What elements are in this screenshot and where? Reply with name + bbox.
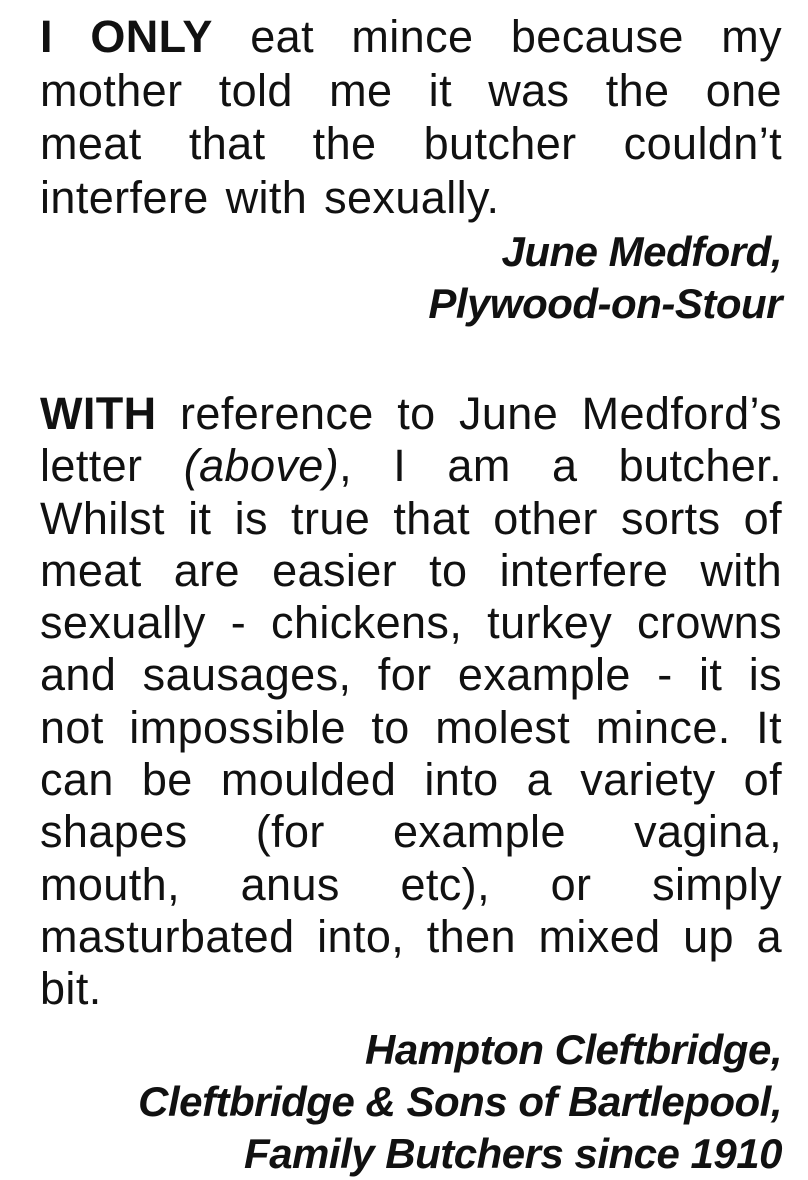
letter-text: reference to June Medford’s letter	[40, 388, 782, 492]
letters-page	[40, 10, 782, 1180]
letter-aside: (above)	[183, 440, 340, 492]
letter-text: , I am a butcher. Whilst it is true that other sorts of meat are easier to interfere with sexually - chickens, turkey crowns and sausages, for example - it is not impossible to molest mince. It can be moulded into a variety of shapes (for example vagina, mouth, anus etc), or simply masturbated into, then mixed up a bit.	[40, 440, 782, 1015]
letter-text: eat mince because my mother told me it was the one meat that the butcher couldn’t interfere with sexually.	[40, 11, 782, 223]
signature-name: Hampton Cleftbridge,	[365, 1025, 782, 1073]
letter-lead-words: WITH	[40, 388, 157, 439]
letter-hampton-cleftbridge	[40, 388, 782, 1180]
letter-body	[40, 388, 782, 1016]
letter-signature	[40, 1024, 782, 1180]
signature-tagline: Family Butchers since 1910	[244, 1129, 782, 1177]
letter-lead-words: I ONLY	[40, 11, 213, 62]
signature-company: Cleftbridge & Sons of Bartlepool,	[138, 1077, 782, 1125]
signature-location: Plywood-on-Stour	[428, 280, 782, 327]
letter-body	[40, 10, 782, 224]
signature-name: June Medford,	[501, 228, 782, 275]
letter-june-medford	[40, 10, 782, 330]
letter-signature	[40, 226, 782, 330]
